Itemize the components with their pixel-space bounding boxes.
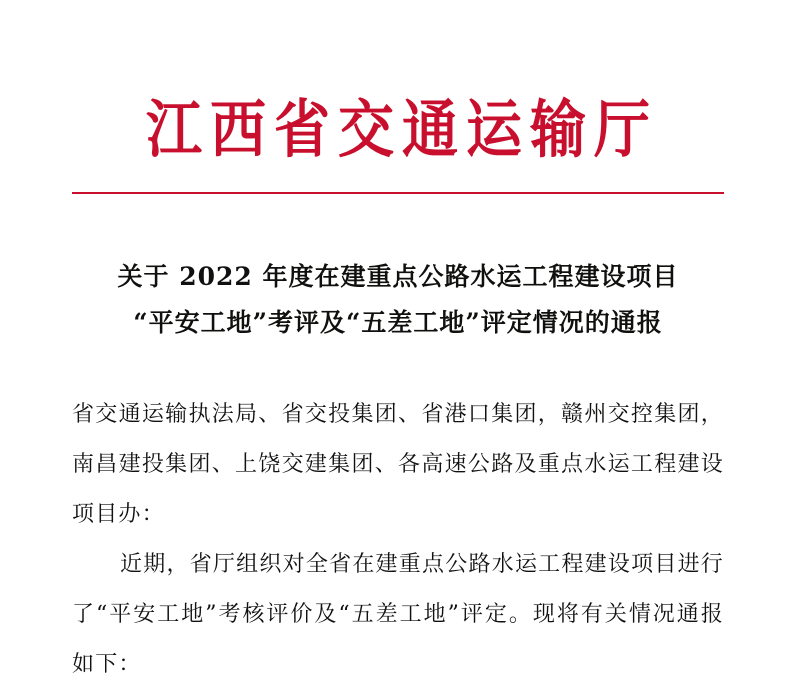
recipients-paragraph: 省交通运输执法局、省交投集团、省港口集团，赣州交控集团，南昌建投集团、上饶交建集团、各高速公路及重点水运工程建设项目办：	[72, 402, 724, 528]
issuing-organization: 江西省交通运输厅	[146, 92, 658, 167]
letterhead-divider	[72, 192, 724, 194]
document-body	[72, 390, 724, 690]
body-paragraph-1: 近期，省厅组织对全省在建重点公路水运工程建设项目进行了“平安工地”考核评价及“五差工地”评定。现将有关情况通报如下：	[72, 552, 724, 678]
document-title-line-1: 关于 2022 年度在建重点公路水运工程建设项目	[117, 261, 679, 291]
letterhead	[72, 0, 724, 194]
document-title-line-2: “平安工地”考评及“五差工地”评定情况的通报	[133, 307, 663, 337]
document-title	[72, 254, 724, 347]
